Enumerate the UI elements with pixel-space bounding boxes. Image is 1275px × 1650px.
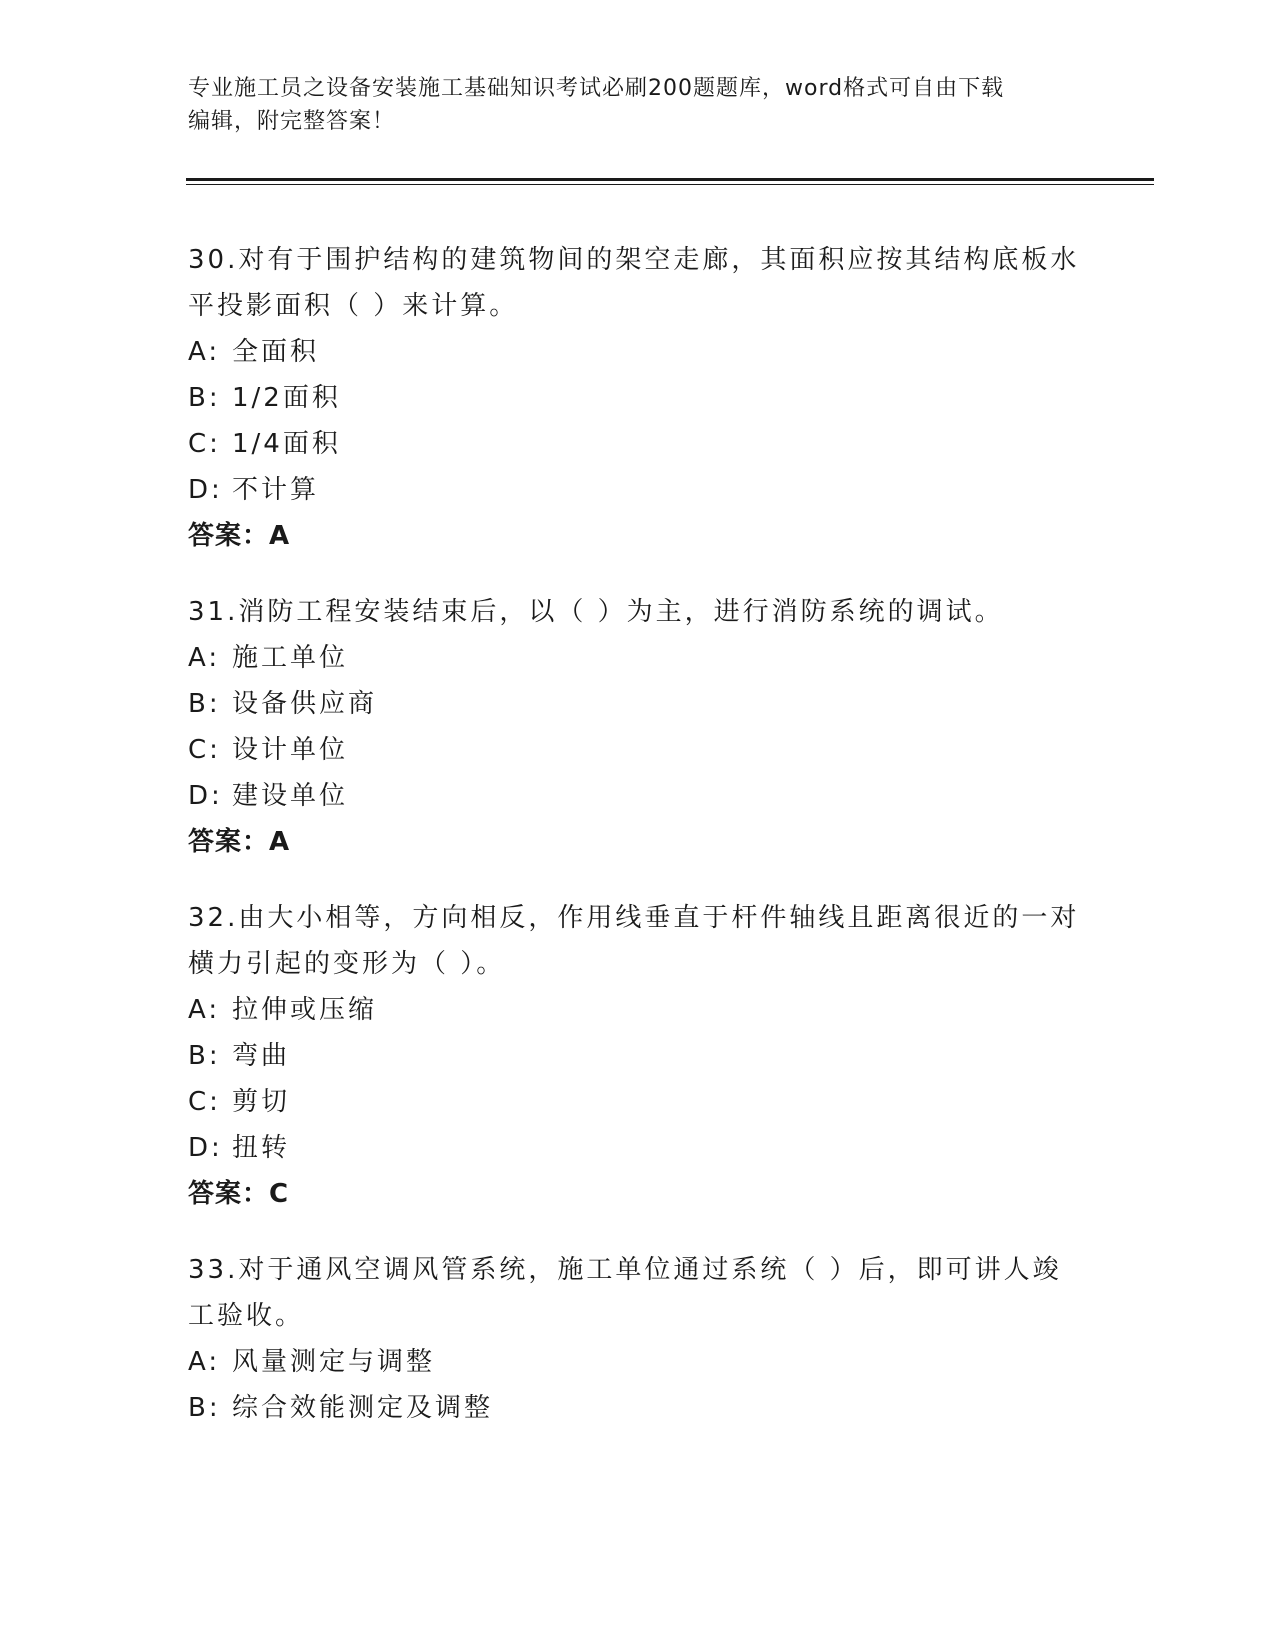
option-key: D: <box>188 781 223 811</box>
option-text: 1/2面积 <box>232 383 341 413</box>
option-c <box>188 421 1088 467</box>
option-key: D: <box>188 475 223 505</box>
option-b <box>188 1033 1088 1079</box>
option-key: B: <box>188 1393 221 1423</box>
option-b <box>188 375 1088 421</box>
option-key: D: <box>188 1133 223 1163</box>
option-text: 综合效能测定及调整 <box>232 1393 494 1423</box>
question-stem: 31.消防工程安装结束后，以（ ）为主，进行消防系统的调试。 <box>188 597 1004 627</box>
option-text: 剪切 <box>232 1087 291 1117</box>
option-key: B: <box>188 689 221 719</box>
option-text: 不计算 <box>232 475 320 505</box>
option-key: A: <box>188 995 221 1025</box>
option-text: 1/4面积 <box>232 429 341 459</box>
option-c <box>188 1079 1088 1125</box>
header-divider-thin <box>186 184 1154 185</box>
option-a <box>188 329 1088 375</box>
option-key: C: <box>188 429 221 459</box>
question-stem: 32.由大小相等，方向相反，作用线垂直于杆件轴线且距离很近的一对 <box>188 903 1080 933</box>
option-d <box>188 773 1088 819</box>
option-a <box>188 635 1088 681</box>
option-text: 设计单位 <box>232 735 349 765</box>
option-text: 扭转 <box>232 1133 291 1163</box>
question-33 <box>188 1247 1088 1431</box>
option-key: A: <box>188 337 221 367</box>
header-title-line-2: 编辑，附完整答案！ <box>188 109 396 134</box>
answer-line: 答案：C <box>188 1179 290 1209</box>
option-text: 设备供应商 <box>232 689 378 719</box>
option-key: C: <box>188 735 221 765</box>
question-31 <box>188 589 1088 865</box>
question-stem: 33.对于通风空调风管系统，施工单位通过系统（ ）后，即可讲人竣 <box>188 1255 1062 1285</box>
option-key: B: <box>188 383 221 413</box>
question-30 <box>188 237 1088 559</box>
option-d <box>188 1125 1088 1171</box>
option-key: B: <box>188 1041 221 1071</box>
option-text: 施工单位 <box>232 643 349 673</box>
option-text: 拉伸或压缩 <box>232 995 378 1025</box>
option-text: 弯曲 <box>232 1041 291 1071</box>
answer-line: 答案：A <box>188 827 291 857</box>
question-stem-continued: 平投影面积（ ）来计算。 <box>188 291 519 321</box>
question-stem-continued: 工验收。 <box>188 1301 305 1331</box>
header-divider-thick <box>186 178 1154 181</box>
option-text: 全面积 <box>232 337 320 367</box>
question-32 <box>188 895 1088 1217</box>
question-stem-continued: 横力引起的变形为（ ）。 <box>188 949 506 979</box>
option-text: 建设单位 <box>232 781 349 811</box>
header-title-line-1: 专业施工员之设备安装施工基础知识考试必刷200题题库，word格式可自由下载 <box>188 76 1005 101</box>
option-a <box>188 987 1088 1033</box>
option-b <box>188 681 1088 727</box>
option-c <box>188 727 1088 773</box>
question-stem: 30.对有于围护结构的建筑物间的架空走廊，其面积应按其结构底板水 <box>188 245 1080 275</box>
option-text: 风量测定与调整 <box>232 1347 436 1377</box>
option-key: A: <box>188 643 221 673</box>
option-b <box>188 1385 1088 1431</box>
option-key: A: <box>188 1347 221 1377</box>
document-header <box>188 72 1088 138</box>
option-d <box>188 467 1088 513</box>
option-a <box>188 1339 1088 1385</box>
question-list <box>188 237 1088 1461</box>
answer-line: 答案：A <box>188 521 291 551</box>
option-key: C: <box>188 1087 221 1117</box>
